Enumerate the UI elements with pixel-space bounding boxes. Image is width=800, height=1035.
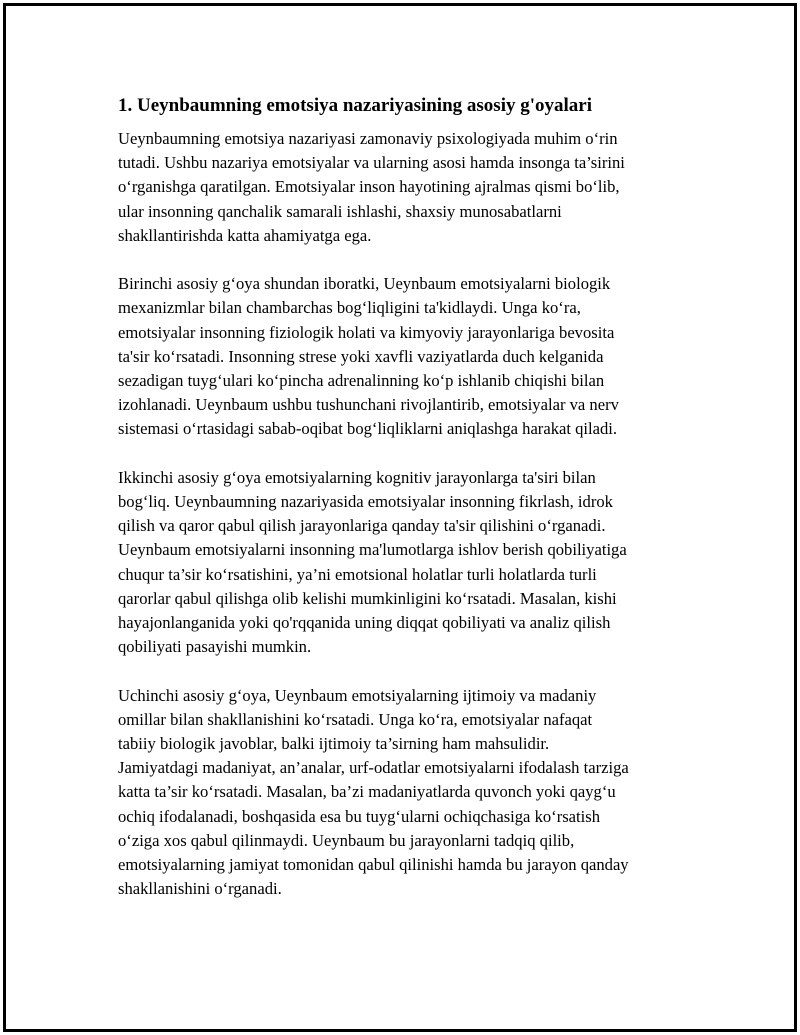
text-line: bog‘liq. Ueynbaumning nazariyasida emotsiyalar insonning fikrlash, idrok: [118, 492, 613, 512]
text-line: Uchinchi asosiy g‘oya, Ueynbaum emotsiyalarning ijtimoiy va madaniy: [118, 685, 597, 705]
text-line: qobiliyati pasayishi mumkin.: [118, 637, 312, 657]
text-line: ular insonning qanchalik samarali ishlashi, shaxsiy munosabatlarni: [118, 201, 562, 221]
text-line: Ueynbaumning emotsiya nazariyasi zamonaviy psixologiyada muhim o‘rin: [118, 129, 618, 148]
text-line: chuqur ta’sir ko‘rsatishini, ya’ni emotsional holatlar turli holatlarda turli: [118, 564, 597, 584]
text-line: Birinchi asosiy g‘oya shundan iboratki, Ueynbaum emotsiyalarni biologik: [118, 274, 611, 294]
document-body: [118, 92, 698, 926]
text-line: shakllanishini o‘rganadi.: [118, 879, 282, 899]
text-line: o‘ziga xos qabul qilinmaydi. Ueynbaum bu jarayonlarni tadqiq qilib,: [118, 830, 575, 850]
text-line: emotsiyalarning jamiyat tomonidan qabul qilinishi hamda bu jarayon qanday: [118, 855, 629, 875]
text-line: Ueynbaum emotsiyalarni insonning ma'lumotlarga ishlov berish qobiliyatiga: [118, 540, 627, 560]
text-line: Jamiyatdagi madaniyat, an’analar, urf-odatlar emotsiyalarni ifodalash tarziga: [118, 758, 629, 778]
text-line: emotsiyalar insonning fiziologik holati va kimyoviy jarayonlariga bevosita: [118, 322, 615, 342]
text-line: ta'sir ko‘rsatadi. Insonning strese yoki xavfli vaziyatlarda duch kelganida: [118, 346, 604, 366]
text-line: omillar bilan shakllanishini ko‘rsatadi. Unga ko‘ra, emotsiyalar nafaqat: [118, 709, 593, 729]
text-line: ochiq ifodalanadi, boshqasida esa bu tuyg‘ularni ochiqchasiga ko‘rsatish: [118, 806, 601, 826]
text-line: qilish va qaror qabul qilish jarayonlariga qanday ta'sir qilishini o‘rganadi.: [118, 516, 606, 536]
text-line: hayajonlanganida yoki qo'rqqanida uning diqqat qobiliyati va analiz qilish: [118, 613, 611, 633]
text-line: shakllantirishda katta ahamiyatga ega.: [118, 225, 372, 245]
text-line: katta ta’sir ko‘rsatadi. Masalan, ba’zi madaniyatlarda quvonch yoki qayg‘u: [118, 782, 616, 802]
section-heading: 1. Ueynbaumning emotsiya nazariyasining asosiy g'oyalari: [118, 95, 592, 116]
text-line: o‘rganishga qaratilgan. Emotsiyalar inson hayotining ajralmas qismi bo‘lib,: [118, 177, 620, 197]
paragraph-3: [118, 466, 698, 660]
paragraph-4: [118, 684, 698, 902]
text-line: sistemasi o‘rtasidagi sabab-oqibat bog‘liqliklarni aniqlashga harakat qiladi.: [118, 419, 618, 439]
text-line: mexanizmlar bilan chambarchas bog‘liqligini ta'kidlaydi. Unga ko‘ra,: [118, 298, 581, 318]
text-line: tutadi. Ushbu nazariya emotsiyalar va ularning asosi hamda insonga ta’sirini: [118, 153, 625, 173]
text-line: Ikkinchi asosiy g‘oya emotsiyalarning kognitiv jarayonlarga ta'siri bilan: [118, 467, 596, 487]
text-line: sezadigan tuyg‘ulari ko‘pincha adrenalinning ko‘p ishlanib chiqishi bilan: [118, 371, 605, 391]
text-line: tabiiy biologik javoblar, balki ijtimoiy ta’sirning ham mahsulidir.: [118, 734, 550, 754]
paragraph-1: [118, 127, 698, 248]
text-line: qarorlar qabul qilishga olib kelishi mumkinligini ko‘rsatadi. Masalan, kishi: [118, 588, 617, 608]
text-line: izohlanadi. Ueynbaum ushbu tushunchani rivojlantirib, emotsiyalar va nerv: [118, 395, 619, 415]
paragraph-2: [118, 272, 698, 441]
